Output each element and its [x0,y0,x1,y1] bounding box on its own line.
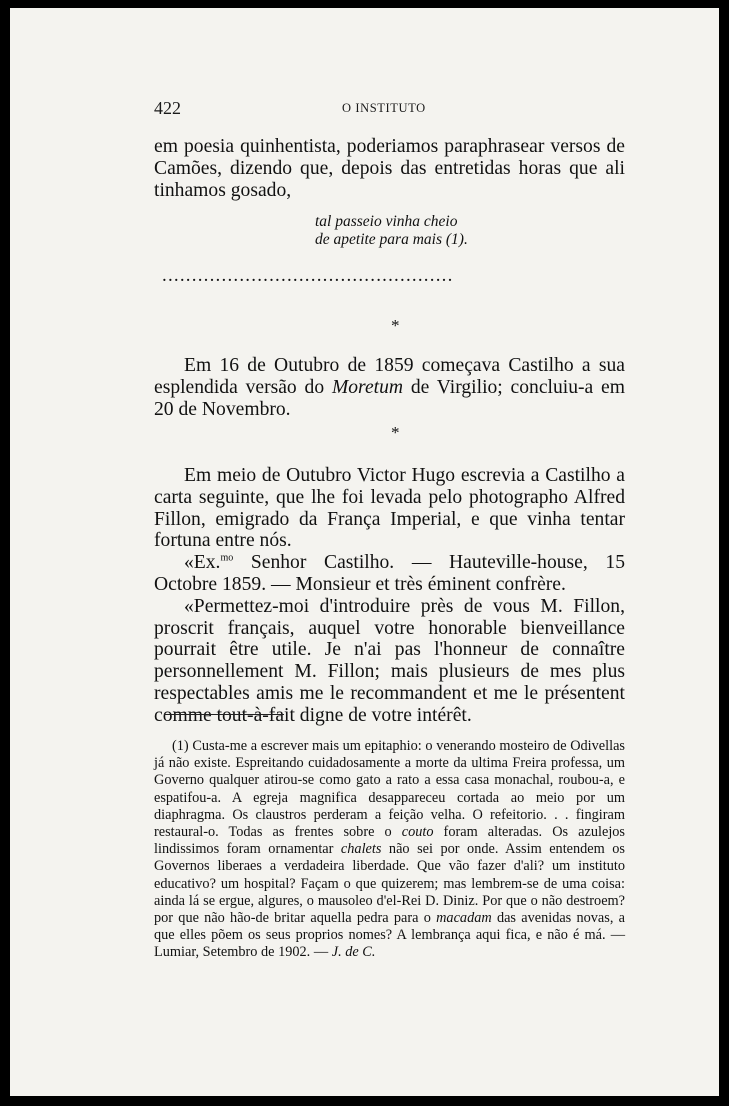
paragraph-2 [154,355,625,420]
footnote-text-4: das avenidas novas, a que elles põem os seus proprios nomes? A lembrança aqui fica, e não é má. — Lumiar, Setembro de 1902. — [154,910,625,961]
salutation-ex: «Ex. [184,552,221,574]
paragraph-1-text: em poesia quinhentista, poderiamos paraphrasear versos de Camões, dizendo que, depois das entretidas horas que ali tinhamos gosado, [154,136,625,201]
paragraph-4-text [154,552,625,596]
verse-line-1: tal passeio vinha cheio [315,213,458,230]
running-head: O INSTITUTO [342,101,426,115]
verse-line-2: de apetite para mais (1). [315,231,468,248]
paragraph-2-text-a: Em 16 de Outubro de 1859 começava Castilho a sua esplendida versão do [154,355,625,398]
salutation-superscript: mo [220,552,234,564]
page-sheet [10,8,719,1096]
paragraph-2-text-b: de Virgilio; concluiu-a em 20 de Novembro. [154,376,625,420]
verse-quote [315,213,468,249]
footnote-text-2: foram alteradas. Os azulejos lindissimos foram ornamentar [154,824,625,858]
paragraph-2-text [154,355,625,420]
salutation-rest: Senhor Castilho. — Hauteville-house, 15 Octobre 1859. — Monsieur et très éminent confrère. [154,552,625,595]
dotted-ellipsis-line: ................................................. [162,266,454,286]
section-separator-star-2: * [391,423,400,442]
footnote-text-1: (1) Custa-me a escrever mais um epitaphio: o venerando mosteiro de Odivellas já não existe. Espreitando cuidadosamente a morte da ultima Freira professa, um Governo qualquer atirou-se como gato a rato a essa casa monachal, roubou-a, e espatifou-a. A egreja magnifica desappareceu cortada ao meio por um diaphragma. Os claustros perderam a feição velha. O refeitorio. . . fingiram restaural-o. Todas as frentes sobre o [154,738,625,841]
paragraph-3-text: Em meio de Outubro Victor Hugo escrevia a Castilho a carta seguinte, que lhe foi levada pelo photographo Alfred Fillon, emigrado da França Imperial, e que vinha tentar fortuna entre nós. [154,465,625,552]
section-separator-star: * [391,316,400,335]
paragraph-3 [154,465,625,727]
footnote-macadam: macadam [436,910,492,927]
footnote-text-3: não sei por onde. Assim entendem os Governos liberaes a verdadeira liberdade. Que vão fazer d'ali? um instituto educativo? um hospital? Façam o que quizerem; mas lembrem-se de uma coisa: ainda lá se ergue, algures, o mausoleo d'el-Rei D. Diniz. Por que o não destroem? por que não hão-de britar aquella pedra para o [154,841,625,927]
footnote [154,738,625,962]
footnote-signature: J. de C. [331,944,376,961]
page-number: 422 [154,98,181,118]
footnote-chalets: chalets [340,841,382,858]
paragraph-5-text: «Permettez-moi d'introduire près de vous M. Fillon, proscrit français, auquel votre honorable bienveillance pourrait être utile. Je n'ai pas l'honneur de connaître personnellement M. Fillon; mais plusieurs de mes plus respectables amis me le recommandent et me le présentent comme tout-à-fait digne de votre intérêt. [154,595,625,726]
paragraph-1 [154,136,625,201]
page-header [10,98,719,120]
footnote-rule [164,714,284,715]
footnote-couto: couto [401,824,434,841]
work-title: Moretum [331,376,404,398]
